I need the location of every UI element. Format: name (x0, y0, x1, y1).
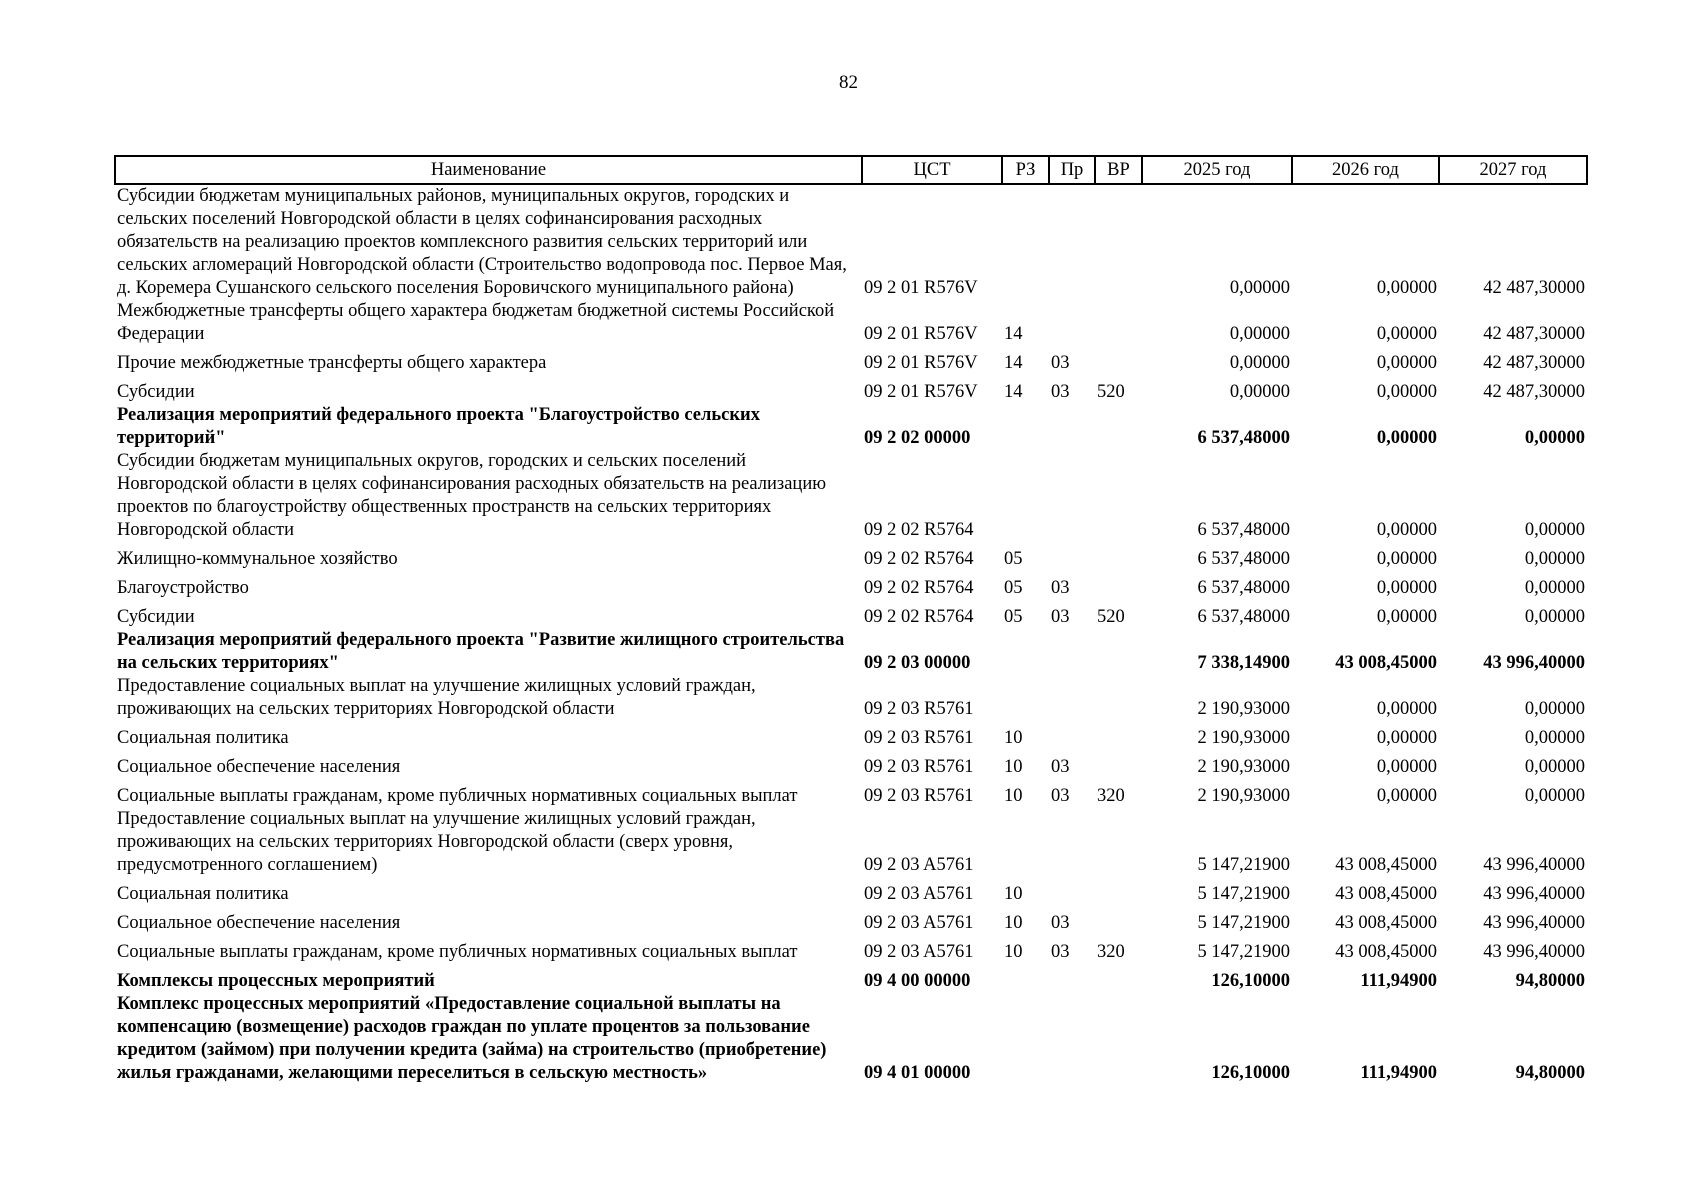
row-name: Социальное обеспечение населения (117, 757, 401, 777)
row-pr (1049, 993, 1095, 1085)
row-name: Благоустройство (117, 578, 249, 598)
row-vr: 320 (1097, 786, 1125, 806)
row-rz: 10 (1004, 913, 1023, 933)
row-pr (1049, 808, 1095, 877)
row-2026: 0,00000 (1376, 786, 1437, 806)
row-2025: 5 147,21900 (1197, 913, 1290, 933)
row-vr (1095, 964, 1142, 993)
row-vr (1095, 346, 1142, 375)
row-cst: 09 2 01 R576V (864, 278, 978, 298)
row-2027: 42 487,30000 (1483, 324, 1585, 344)
header-cst: ЦСТ (862, 156, 1002, 184)
row-cst: 09 2 01 R576V (864, 324, 978, 344)
table-row (115, 808, 1587, 877)
row-pr (1049, 964, 1095, 993)
row-rz: 05 (1004, 607, 1023, 627)
row-2026: 0,00000 (1376, 278, 1437, 298)
row-2027: 43 996,40000 (1483, 942, 1585, 962)
row-2026: 0,00000 (1376, 757, 1437, 777)
row-cst: 09 4 01 00000 (864, 1063, 971, 1083)
row-cst: 09 2 01 R576V (864, 382, 978, 402)
row-pr: 03 (1051, 757, 1070, 777)
row-rz: 14 (1004, 324, 1023, 344)
header-rz: РЗ (1002, 156, 1049, 184)
row-2026: 0,00000 (1376, 699, 1437, 719)
table-row (115, 571, 1587, 600)
row-vr (1095, 808, 1142, 877)
row-rz (1002, 993, 1049, 1085)
row-rz: 14 (1004, 382, 1023, 402)
table-row (115, 993, 1587, 1085)
row-cst: 09 2 03 00000 (864, 653, 971, 673)
row-name: Предоставление социальных выплат на улучшение жилищных условий граждан, проживающих на сельских территориях Новгородской области (117, 676, 756, 719)
table-row (115, 675, 1587, 721)
row-pr: 03 (1051, 382, 1070, 402)
row-vr: 320 (1097, 942, 1125, 962)
row-vr: 520 (1097, 607, 1125, 627)
row-vr (1095, 877, 1142, 906)
row-2025: 126,10000 (1211, 1063, 1290, 1083)
budget-table (114, 155, 1588, 1085)
row-cst: 09 2 02 R5764 (864, 607, 974, 627)
row-2027: 42 487,30000 (1483, 278, 1585, 298)
row-2026: 111,94900 (1360, 971, 1437, 991)
row-2025: 6 537,48000 (1197, 578, 1290, 598)
row-name: Жилищно-коммунальное хозяйство (117, 549, 398, 569)
row-2026: 0,00000 (1376, 353, 1437, 373)
row-cst: 09 2 02 00000 (864, 428, 971, 448)
table-row (115, 935, 1587, 964)
row-2026: 43 008,45000 (1335, 855, 1437, 875)
row-2027: 0,00000 (1524, 549, 1585, 569)
header-2027: 2027 год (1439, 156, 1587, 184)
row-pr (1049, 629, 1095, 675)
table-body (115, 184, 1587, 1085)
row-2025: 7 338,14900 (1197, 653, 1290, 673)
row-rz (1002, 808, 1049, 877)
row-cst: 09 4 00 00000 (864, 971, 971, 991)
header-2026: 2026 год (1292, 156, 1439, 184)
header-pr: Пр (1049, 156, 1095, 184)
row-2026: 0,00000 (1376, 520, 1437, 540)
row-2027: 0,00000 (1524, 699, 1585, 719)
row-2025: 6 537,48000 (1197, 520, 1290, 540)
row-rz (1002, 450, 1049, 542)
row-2026: 0,00000 (1376, 324, 1437, 344)
row-2026: 0,00000 (1376, 428, 1437, 448)
row-name: Социальное обеспечение населения (117, 913, 401, 933)
row-pr: 03 (1051, 353, 1070, 373)
row-2025: 2 190,93000 (1197, 699, 1290, 719)
table-row (115, 629, 1587, 675)
row-cst: 09 2 03 R5761 (864, 699, 974, 719)
row-rz (1002, 675, 1049, 721)
row-2025: 126,10000 (1211, 971, 1290, 991)
row-2025: 2 190,93000 (1197, 728, 1290, 748)
row-name: Комплекс процессных мероприятий «Предоставление социальной выплаты на компенсацию (возмещение) расходов граждан по уплате процентов за пользование кредитом (займом) при получении кредита (займа) на строительство (приобретение) жилья гражданами, желающими переселиться в сельскую местность» (117, 994, 827, 1083)
row-rz (1002, 964, 1049, 993)
row-2027: 43 996,40000 (1483, 913, 1585, 933)
row-vr (1095, 300, 1142, 346)
table-row (115, 184, 1587, 300)
row-2027: 42 487,30000 (1483, 382, 1585, 402)
row-name: Субсидии (117, 382, 195, 402)
row-pr (1049, 877, 1095, 906)
row-2025: 6 537,48000 (1197, 428, 1290, 448)
row-name: Социальная политика (117, 728, 289, 748)
row-name: Социальные выплаты гражданам, кроме публичных нормативных социальных выплат (117, 786, 798, 806)
row-cst: 09 2 03 R5761 (864, 786, 974, 806)
table-row (115, 779, 1587, 808)
row-2025: 0,00000 (1229, 353, 1290, 373)
page-number: 82 (839, 72, 858, 93)
row-pr: 03 (1051, 786, 1070, 806)
row-name: Межбюджетные трансферты общего характера бюджетам бюджетной системы Российской Федерации (117, 301, 835, 344)
row-rz: 10 (1004, 757, 1023, 777)
row-pr: 03 (1051, 942, 1070, 962)
row-2027: 43 996,40000 (1483, 653, 1585, 673)
row-2027: 43 996,40000 (1483, 855, 1585, 875)
row-pr (1049, 721, 1095, 750)
row-vr (1095, 750, 1142, 779)
row-rz: 10 (1004, 786, 1023, 806)
table-row (115, 877, 1587, 906)
row-pr (1049, 542, 1095, 571)
table-row (115, 346, 1587, 375)
row-2025: 5 147,21900 (1197, 942, 1290, 962)
row-2025: 5 147,21900 (1197, 855, 1290, 875)
row-2026: 43 008,45000 (1335, 913, 1437, 933)
row-vr (1095, 906, 1142, 935)
header-name: Наименование (115, 156, 862, 184)
row-pr: 03 (1051, 578, 1070, 598)
row-vr (1095, 404, 1142, 450)
row-2027: 0,00000 (1524, 607, 1585, 627)
table-row (115, 542, 1587, 571)
row-vr (1095, 542, 1142, 571)
table-row (115, 964, 1587, 993)
row-2025: 0,00000 (1229, 324, 1290, 344)
row-cst: 09 2 03 A5761 (864, 913, 974, 933)
table-row (115, 300, 1587, 346)
row-pr (1049, 675, 1095, 721)
row-2027: 0,00000 (1524, 757, 1585, 777)
row-2027: 0,00000 (1524, 428, 1585, 448)
row-vr (1095, 993, 1142, 1085)
row-vr (1095, 184, 1142, 300)
row-2025: 2 190,93000 (1197, 757, 1290, 777)
row-rz (1002, 404, 1049, 450)
row-name: Субсидии (117, 607, 195, 627)
table-row (115, 375, 1587, 404)
row-name: Социальные выплаты гражданам, кроме публичных нормативных социальных выплат (117, 942, 798, 962)
row-name: Предоставление социальных выплат на улучшение жилищных условий граждан, проживающих на сельских территориях Новгородской области (сверх уровня, предусмотренного соглашением) (117, 809, 756, 875)
table-row (115, 906, 1587, 935)
row-2026: 0,00000 (1376, 578, 1437, 598)
row-vr (1095, 571, 1142, 600)
row-rz: 14 (1004, 353, 1023, 373)
row-pr (1049, 300, 1095, 346)
header-vr: ВР (1095, 156, 1142, 184)
row-2026: 43 008,45000 (1335, 942, 1437, 962)
row-vr (1095, 675, 1142, 721)
row-rz (1002, 184, 1049, 300)
row-pr (1049, 184, 1095, 300)
row-2026: 111,94900 (1360, 1063, 1437, 1083)
row-cst: 09 2 01 R576V (864, 353, 978, 373)
row-cst: 09 2 03 R5761 (864, 728, 974, 748)
row-2025: 0,00000 (1229, 382, 1290, 402)
row-rz: 05 (1004, 549, 1023, 569)
row-name: Прочие межбюджетные трансферты общего характера (117, 353, 547, 373)
table-row (115, 404, 1587, 450)
row-cst: 09 2 03 A5761 (864, 855, 974, 875)
row-2025: 5 147,21900 (1197, 884, 1290, 904)
row-vr (1095, 721, 1142, 750)
row-cst: 09 2 02 R5764 (864, 520, 974, 540)
row-pr (1049, 450, 1095, 542)
row-2025: 6 537,48000 (1197, 607, 1290, 627)
row-vr: 520 (1097, 382, 1125, 402)
row-2027: 0,00000 (1524, 578, 1585, 598)
table-row (115, 600, 1587, 629)
row-cst: 09 2 02 R5764 (864, 578, 974, 598)
row-2027: 0,00000 (1524, 520, 1585, 540)
row-name: Реализация мероприятий федерального проекта "Развитие жилищного строительства на сельских территориях" (117, 630, 845, 673)
header-2025: 2025 год (1142, 156, 1292, 184)
row-rz (1002, 629, 1049, 675)
row-2025: 2 190,93000 (1197, 786, 1290, 806)
row-pr (1049, 404, 1095, 450)
row-vr (1095, 629, 1142, 675)
table-row (115, 450, 1587, 542)
table-header-row (115, 156, 1587, 184)
table-row (115, 750, 1587, 779)
row-pr: 03 (1051, 913, 1070, 933)
row-2026: 0,00000 (1376, 607, 1437, 627)
row-2026: 0,00000 (1376, 728, 1437, 748)
row-2027: 0,00000 (1524, 728, 1585, 748)
row-2025: 6 537,48000 (1197, 549, 1290, 569)
row-vr (1095, 450, 1142, 542)
row-2027: 0,00000 (1524, 786, 1585, 806)
row-rz: 10 (1004, 942, 1023, 962)
table-row (115, 721, 1587, 750)
row-cst: 09 2 03 R5761 (864, 757, 974, 777)
row-pr: 03 (1051, 607, 1070, 627)
row-2027: 43 996,40000 (1483, 884, 1585, 904)
row-rz: 05 (1004, 578, 1023, 598)
row-2026: 0,00000 (1376, 549, 1437, 569)
row-cst: 09 2 03 A5761 (864, 942, 974, 962)
row-name: Социальная политика (117, 884, 289, 904)
row-2027: 94,80000 (1515, 1063, 1585, 1083)
row-2025: 0,00000 (1229, 278, 1290, 298)
row-2026: 43 008,45000 (1335, 884, 1437, 904)
row-name: Субсидии бюджетам муниципальных районов, муниципальных округов, городских и сельских поселений Новгородской области в целях софинансирования расходных обязательств на реализацию проектов комплексного развития сельских территорий или сельских агломераций Новгородской области (Строительство водопровода пос. Первое Мая, д. Коремера Сушанского сельского поселения Боровичского муниципального района) (117, 186, 847, 298)
row-rz: 10 (1004, 884, 1023, 904)
row-cst: 09 2 03 A5761 (864, 884, 974, 904)
row-2027: 42 487,30000 (1483, 353, 1585, 373)
row-rz: 10 (1004, 728, 1023, 748)
row-2027: 94,80000 (1515, 971, 1585, 991)
row-2026: 0,00000 (1376, 382, 1437, 402)
row-2026: 43 008,45000 (1335, 653, 1437, 673)
row-cst: 09 2 02 R5764 (864, 549, 974, 569)
row-name: Субсидии бюджетам муниципальных округов, городских и сельских поселений Новгородской области в целях софинансирования расходных обязательств на реализацию проектов по благоустройству общественных пространств на сельских территориях Новгородской области (117, 451, 827, 540)
row-name: Реализация мероприятий федерального проекта "Благоустройство сельских территорий" (117, 405, 760, 448)
row-name: Комплексы процессных мероприятий (117, 971, 435, 991)
